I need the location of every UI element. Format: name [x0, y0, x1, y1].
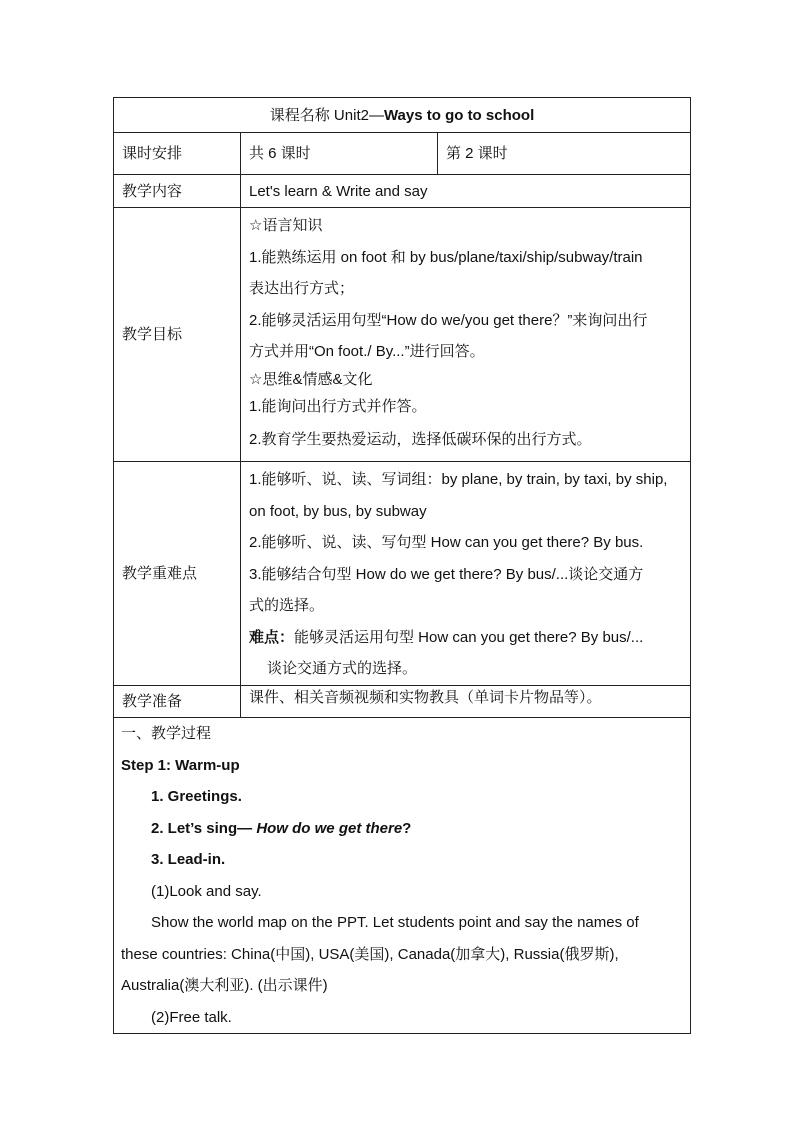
goals-label: 教学目标 — [114, 208, 241, 462]
goals-line: 2.教育学生要热爱运动，选择低碳环保的出行方式。 — [249, 430, 592, 448]
course-title-prefix: 课程名称 Unit2— — [269, 106, 384, 124]
difficulty-text: 能够灵活运用句型 How can you get there? By bus/... — [294, 628, 644, 646]
step1-item-leadin: 3. Lead-in. — [151, 851, 226, 868]
schedule-total: 共 6 课时 — [241, 133, 438, 175]
difficulty-label: 难点： — [249, 628, 295, 646]
goals-line: 方式并用“On foot./ By...”进行回答。 — [249, 343, 485, 360]
goals-line: 1.能询问出行方式并作答。 — [249, 397, 427, 415]
goals-row — [114, 208, 691, 462]
goals-line: ☆语言知识 — [249, 217, 323, 234]
key-points-label: 教学重难点 — [114, 462, 241, 686]
key-point-line: on foot, by bus, by subway — [249, 502, 427, 520]
course-title-bold: Ways to go to school — [383, 106, 535, 124]
key-points-content — [241, 462, 691, 686]
process-content — [114, 718, 691, 1034]
goals-line: 表达出行方式； — [249, 280, 355, 297]
difficulty-continued: 谈论交通方式的选择。 — [267, 660, 418, 677]
goals-line: 2.能够灵活运用句型“How do we/you get there？”来询问出行 — [249, 311, 648, 329]
key-point-line: 式的选择。 — [249, 597, 325, 614]
key-point-line: 3.能够结合句型 How do we get there? By bus/...谈论交通方 — [249, 565, 644, 583]
process-row — [114, 718, 691, 1034]
lesson-plan-table — [113, 97, 691, 1034]
content-row — [114, 175, 691, 208]
subitem-look-and-say: (1)Look and say. — [151, 882, 262, 900]
sing-suffix: ? — [402, 819, 412, 837]
prep-row — [114, 686, 691, 718]
content-label: 教学内容 — [114, 175, 241, 208]
key-points-row — [114, 462, 691, 686]
sing-title: How do we get there — [256, 819, 403, 837]
subitem-free-talk: (2)Free talk. — [151, 1008, 232, 1026]
step1-heading: Step 1: Warm-up — [121, 756, 240, 774]
paragraph-line: Australia(澳大利亚). (出示课件) — [121, 977, 328, 994]
sing-prefix: 2. Let’s sing— — [151, 819, 257, 837]
process-heading: 一、教学过程 — [121, 725, 212, 742]
step1-item-greetings: 1. Greetings. — [151, 788, 242, 805]
key-point-line: 1.能够听、说、读、写词组：by plane, by train, by taxi, by ship, — [249, 471, 668, 488]
paragraph-line: Show the world map on the PPT. Let students point and say the names of — [151, 914, 639, 931]
goals-content — [241, 208, 691, 462]
prep-value: 课件、相关音频视频和实物教具（单词卡片物品等）。 — [241, 686, 691, 718]
prep-label: 教学准备 — [114, 686, 241, 718]
schedule-row — [114, 133, 691, 175]
key-point-line: 2.能够听、说、读、写句型 How can you get there? By bus. — [249, 534, 644, 551]
content-value: Let's learn & Write and say — [241, 175, 691, 208]
course-title — [114, 98, 691, 133]
goals-line: 1.能熟练运用 on foot 和 by bus/plane/taxi/ship/subway/train — [249, 248, 643, 266]
paragraph-line: these countries: China(中国), USA(美国), Canada(加拿大), Russia(俄罗斯), — [121, 945, 619, 963]
schedule-current: 第 2 课时 — [438, 133, 691, 175]
step1-item-sing — [121, 813, 684, 845]
goals-line: ☆思维&情感&文化 — [249, 370, 373, 388]
schedule-label: 课时安排 — [114, 133, 241, 175]
difficulty-line — [249, 622, 690, 654]
